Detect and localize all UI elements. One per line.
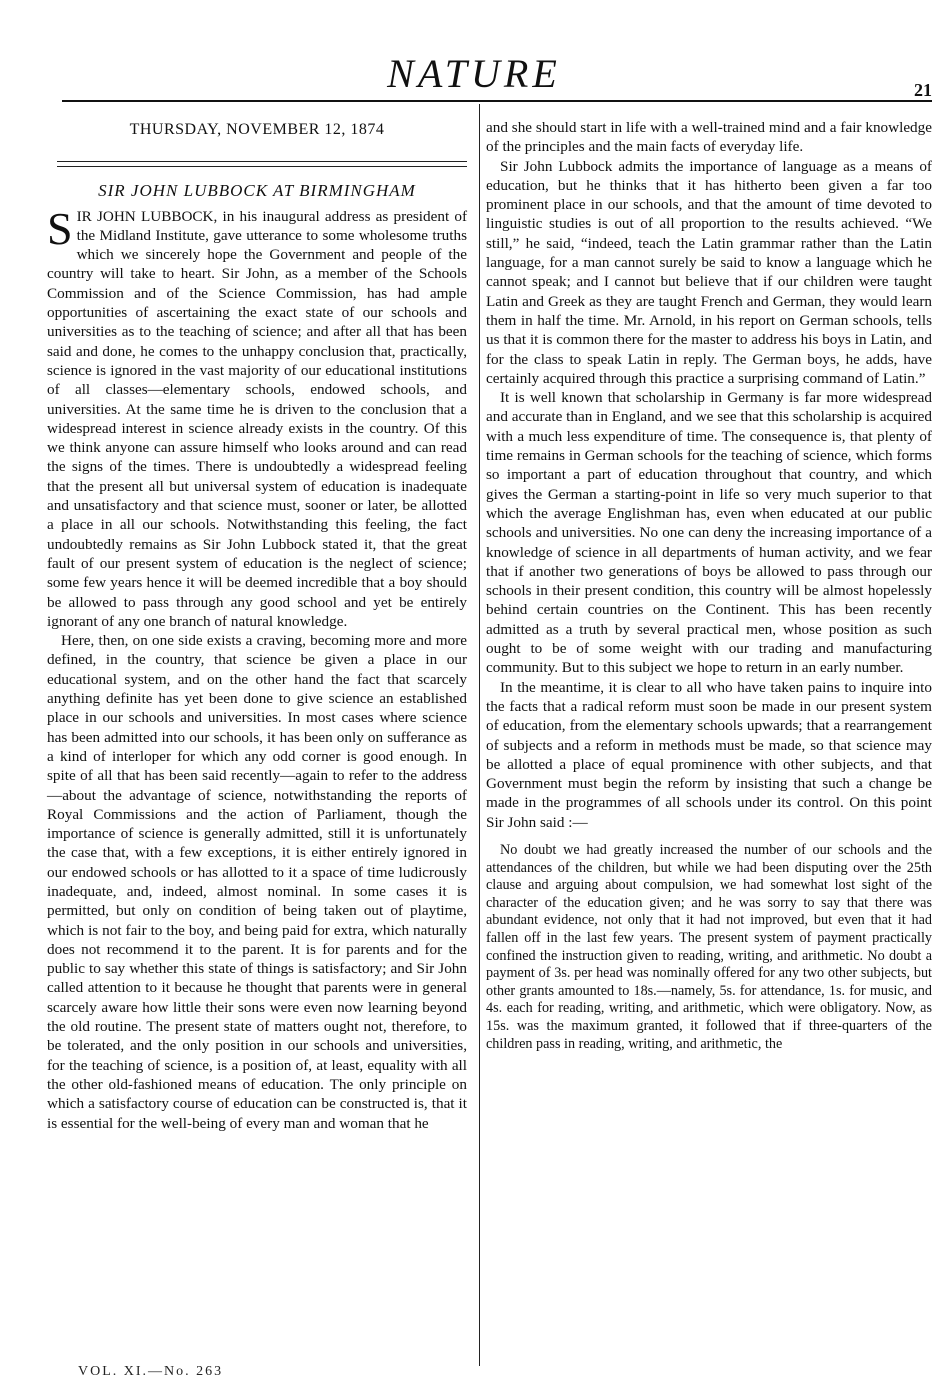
paragraph-1 [47, 202, 467, 632]
paragraph-3: and she should start in life with a well-trained mind and a fair knowledge of the principles and the main facts of everyday life. [486, 119, 932, 156]
volume-signature: VOL. XI.—No. 263 [78, 1364, 224, 1379]
paragraph-6: In the meantime, it is clear to all who have taken pains to inquire into the facts that a radical reform must soon be made in our present system of education, from the elementary schools upwards; that a rearrangement of subjects and a reform in methods must be made, so that science may be allotted a place of equal prominence with other subjects, and that Government must begin the reform by insisting that such a change be made in the programmes of all schools under its control. On this point Sir John said :— [486, 678, 932, 831]
dateline: THURSDAY, NOVEMBER 12, 1874 [129, 121, 385, 138]
paragraph-5: It is well known that scholarship in Germany is far more widespread and accurate than in England, and we see that this scholarship is acquired with a much less expenditure of time. The consequence is, that plenty of time remains in German schools for the teaching of science, which forms so important a part of education throughout that country, and which gives the German a starting-point in life so very much superior to that which the average Englishman has, even when educated at our public schools and universities. No one can deny the increasing importance of a knowledge of science in all departments of human activity, and we fear that if another two generations of boys be allowed to pass through our schools in their present condition, this country will be almost hopelessly behind certain countries on the Continent. This has been recently admitted as a truth by several practical men, whose position as such ought to be of some weight with our trading and manufacturing community. But to this subject we hope to return in an early number. [486, 389, 932, 677]
header-rule [62, 100, 932, 102]
journal-title: NATURE [387, 51, 561, 96]
paragraph-1-text: IR JOHN LUBBOCK, in his inaugural address as president of the Midland Institute, gave utterance to some wholesome truths which we sincerely hope the Government and people of the country will take to heart. Sir John, as a member of the Schools Commission and of the Science Commission, has had ample opportunities of ascertaining the exact state of our schools and universities as to the teaching of science; and after all that has been said and done, he comes to the unhappy conclusion that, practically, science is ignored in the vast majority of our educational institutions of all classes—elementary schools, endowed schools, and universities. At the same time he is driven to the conclusion that a widespread interest in science already exists in the country. Of this we think anyone can assure himself who looks around and can read the signs of the times. There is undoubtedly a widespread feeling that the present all but universal system of education is inadequate and unsatisfactory and that science must, sooner or later, be allotted a place in all our schools. Notwithstanding this feeling, the fact undoubtedly remains as Sir John Lubbock stated it, that the great fault of our present system of education is the neglect of science; some few years hence it will be deemed incredible that a boy should be allowed to pass through any good school and yet be entirely ignorant of any one branch of natural knowledge. [47, 207, 467, 630]
section-rule [57, 161, 467, 167]
paragraph-4: Sir John Lubbock admits the importance of language as a means of education, but he thinks that it has hitherto been given a far too prominent place in our schools, and that the amount of time devoted to linguistic studies is out of all proportion to the results achieved. “We still,” he said, “indeed, teach the Latin grammar rather than the Latin language, for a man cannot surely be said to know a language which he cannot speak; and I cannot but believe that if our children were taught Latin and Greek as they are taught French and German, they would learn them in half the time. Mr. Arnold, in his report on German schools, tells us that it is common there for the master to address his boys in Latin, and for the class to speak Latin in reply. The German boys, he adds, have certainly acquired through this practice a surprising command of Latin.” [486, 157, 932, 387]
drop-cap: S [47, 202, 73, 254]
article-title: SIR JOHN LUBBOCK AT BIRMINGHAM [98, 181, 416, 201]
right-column [486, 118, 932, 1053]
column-divider [479, 104, 480, 1366]
quote-text: No doubt we had greatly increased the number of our schools and the attendances of the children, but while we had been disputing over the 25th clause and arguing about compulsion, we had somewhat lost sight of the character of the education given; and he was sorry to say that there was abundant evidence, not only that it had not improved, but even that it had fallen off in the last few years. The present system of payment practically confined the instruction given to reading, writing, and arithmetic. No doubt a payment of 3s. per head was nominally offered for any two other subjects, but other grants amounted to 18s.—namely, 5s. for attendance, 1s. for music, and 4s. each for reading, writing, and arithmetic, which were obligatory. Now, as 15s. was the maximum granted, it followed that if three-quarters of the children pass in reading, writing, and arithmetic, the [486, 841, 932, 1052]
paragraph-2: Here, then, on one side exists a craving, becoming more and more defined, in the country, that science be given a place in our educational system, and on the other hand the fact that scarcely anything definite has yet been done to give science an established place in our schools and universities. In most cases where science has been admitted into our schools, it has been only on sufferance as a kind of interloper for which any odd corner is good enough. In spite of all that has been said recently—again to refer to the address—about the advantage of science, notwithstanding the reports of Royal Commissions and the action of Parliament, though the importance of science is generally admitted, still it is unfortunately the case that, with a few exceptions, it is either entirely ignored in our endowed schools or has allotted to it a space of time ludicrously inadequate, and, indeed, almost nominal. In some cases it is permitted, but only on condition of being taken out of playtime, which is not fair to the boy, and being paid for extra, which naturally does not recommend it to the parent. It is for parents and for the public to say whether this state of things is satisfactory; and Sir John called attention to it because he thought that parents were in general scarcely aware how little their sons were even now learning beyond the old routine. The present state of matters ought not, therefore, to be tolerated, and the only position in our schools and universities, for the teaching of science, is a position of, at least, equality with all the other old-fashioned means of education. The only principle on which a satisfactory course of education can be constructed is, that it is essential for the well-being of every man and woman that he [47, 632, 467, 1132]
left-column [47, 118, 467, 1133]
page-number: 21 [914, 80, 932, 100]
quoted-speech [486, 842, 932, 1053]
